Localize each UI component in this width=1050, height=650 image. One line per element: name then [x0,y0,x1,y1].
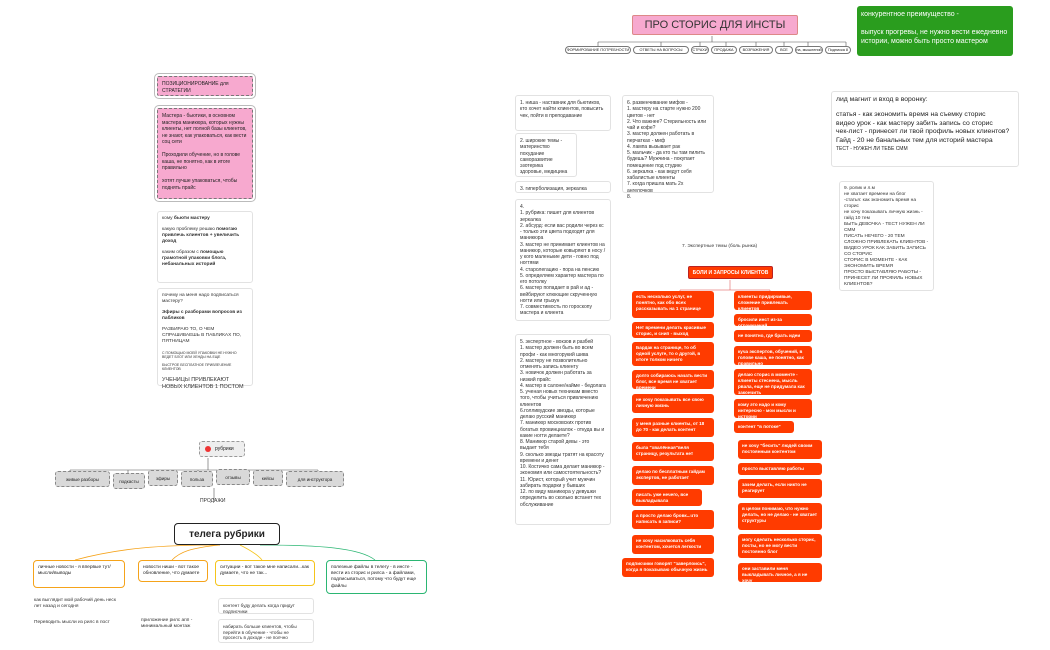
telega-col-niche[interactable]: новости ниши - вот такое обновление, что думаете [138,560,208,582]
note-myths[interactable]: 6. развенчивание мифов - 1. мастеру на старте нужно 200 цветов - нет 2. Что важнее? Стерильность или чай и кофе? 3. мастер должен работать в перчатках - миф 4. лампа вызывает рак 5. мальчик - да кто ты там пилить будешь? Мужчина - покупает помещение под студию 6. зеркалка - как ведут себя хабалистые клиенты 7. когда пришла мать 2х ангелочков 8. [622,95,714,193]
pain-right-item[interactable]: могу сделать несколько сторис, посты, но не могу вести постоянно блог [738,534,822,558]
pain-left-item[interactable]: Нет времени делать красивые сторис, и снип - выход [632,322,714,338]
tag-all[interactable]: ВСЕ [775,46,793,54]
pain-right-item[interactable]: они заставили меня выкладывать личное, а я не хочу [738,563,822,582]
note-expert[interactable]: 5. экспертное - вокзов и разбей 1. мастер должен быть во всем профи - как многорукий шива 2. мастеру не позволительно отменять запись клиенту 3. новичок должен работать за низкий прайс 4. мастер в салоне/найме - бедолага 5. ученая новых техникам вместо того, чтобы учиться привлечению клиентов 6.голливудские звезды, которые делаю русский маникюр 7. маникюр московских против богатых провинциалок - откуда вы и какие ногти делаете? 8. Маникюр старой девы - это выдает тебя 9. сколько звезды тратят на красоту времени и денег 10. Костичко сама делает маникюр - экономия или самостоятельность? 11. Юрист, который учит мужчин забирать подарки у бывших 12. по виду маникюра у девушки определить во сколько встанет тех обслуживание [515,334,611,525]
pain-left-item[interactable]: не хочу насилковать себя контентом, хочется легкости [632,535,714,554]
pain-left-item[interactable]: не хочу показывать все свою личную жизнь [632,394,714,413]
telega-title[interactable]: телега рубрики [174,523,280,545]
tag-sales[interactable]: ПРОДАЖА [711,46,737,54]
chip-live-reviews[interactable]: живые разборы [55,471,110,487]
audience-note[interactable]: кому бьюти мастеру какую проблему решаю помогаю привлечь клиентов + увеличить доход каким образом с помощью грамотной упаковки блога, небанальных историй [157,211,253,283]
sales-label: ПРОДАЖИ [200,498,226,504]
note-wide-topics[interactable]: 2. широкие темы - материнство похудание саморазвитие эзотерика здоровье, медицина [515,133,577,177]
expert-topics-label: 7. Экспертные темы (боль рынка) [682,244,758,249]
pains-title[interactable]: БОЛИ И ЗАПРОСЫ КЛИЕНТОВ [688,266,773,279]
right-list-note[interactable]: 9. ролик и л.м не хватает времени на блог -статья: как экономить время на сторис не хочу показывать личную жизнь - гайд 10 тем БЫТЬ ДЕВОЧКА - ТЕСТ НУЖЕН ЛИ СММ ПИСАТЬ НЕЧЕГО - 20 ТЕМ СЛОЖНО ПРИВЛЕКАТЬ КЛИЕНТОВ - ВИДЕО УРОК КАК ЗАБИТЬ ЗАПИСЬ СО СТОРИС СТОРИС В МОМЕНТЕ - КАК ЭКОНОМИТЬ ВРЕМЯ ПРОСТО ВЫСТАВЛЯЮ РАБОТЫ - ПРИНЕСЕТ ЛИ ПРОФИЛЬ НОВЫХ КЛИЕНТОВ? [839,181,934,291]
lead-magnet-note[interactable] [831,91,1019,167]
note-niche[interactable]: 1. ниша - наставник для бьютиков, кто хочет найти клиентов, повысить чек, пойти в преподавание [515,95,611,131]
lead-magnet-body: статья - как экономить время на съемку сторис видео урок - как мастеру забить запись со сторис чек-лист - принесет ли твой профиль новых клиентов? Гайд - 20 не банальных тем для историй мастера [836,110,1010,145]
pain-right-item[interactable]: бросили инст из-за ограничений [734,314,812,326]
tag-formation[interactable]: ФОРМИРОВАНИЕ ПОТРЕБНОСТИ [566,48,630,52]
chip-for-instructor[interactable]: для инструктора [286,471,344,487]
lead-magnet-small: ТЕСТ - НУЖЕН ЛИ ТЕБЕ СММ [836,146,908,153]
telega-item[interactable]: контент буду делать когда придут подписчики [218,598,314,614]
pain-right-item[interactable]: куча экспертов, обучений, в голове каша, не понятно, как правильно [734,346,812,365]
pain-left-item[interactable]: была "хвалённая"веля страницу, результата нет [632,442,714,461]
pain-left-item[interactable]: подписчики говорят "заверлоись", когда я показываю обычную жизнь [622,558,714,577]
pain-right-item[interactable]: просто выставляю работы [738,463,822,475]
chip-podcasts[interactable]: подкасты [113,473,145,489]
telega-item: Переводить мысли из рилс в пост [34,620,110,625]
telega-col-files[interactable]: полезные файлы в телегу - в инсте - вести из сторис и рилса - а файлами, подписываться, потому что будут еще файлы [326,560,427,594]
chip-reviews[interactable]: отзывы [216,469,250,485]
pain-left-item[interactable]: делаю по бесплатным гайдам экспертов, не работает [632,466,714,485]
rubrics-dot-icon [205,446,211,452]
pain-left-item[interactable]: долго собираюсь начать вести блог, все время не хватает времени [632,370,714,389]
pain-left-item[interactable]: а просто делаю бровк...что написать в записи? [632,510,714,529]
tag-objections[interactable]: ВОЗРАЖЕНИЯ [739,46,773,54]
pain-left-item[interactable]: писать уже нечего, все выкладывала [632,489,702,506]
pain-right-item[interactable]: в целом понимаю, что нужно делать, но не делаю - не хватает структуры [738,503,822,530]
pain-right-item[interactable]: контент "в потоке" [734,421,794,433]
pain-left-item[interactable]: Бардак на странице, то об одной услуге, то о другой, в итоге толком ничего [632,342,714,366]
pain-left-item[interactable]: есть несколько услуг, не понятно, как обо всех рассказывать на 1 странице [632,291,714,318]
telega-col-personal[interactable]: личные новости - я впервые тут/ мысли/выводы [33,560,125,588]
rubrics-node[interactable]: рубрики [199,441,245,457]
note-hyperbole[interactable]: 3. гиперболизация, зеркалка [515,181,611,193]
telega-col-situations[interactable]: ситуации - вот такое мне написали...как думаете, что не так... [215,560,315,586]
audience-pink-note[interactable]: Мастера - бьютики, в основном мастера маникюра, которых нужны клиенты, нет полной базы клиентов, не знают, как упаковаться, как вести соц сети Проходили обучение, но в голове каша, не понятно, как в итоге правильно хотят лучше упаковаться, чтобы поднять прайс [157,108,253,199]
tag-thinking[interactable]: на, мышлений [796,48,822,52]
pain-right-item[interactable]: кому это надо и кому интересно - мои мысли и истории [734,399,812,418]
positioning-note[interactable]: ПОЗИЦИОНИРОВАНИЕ для СТРАТЕГИИ [157,76,253,96]
telega-item: приложение рилс апп - минимальный монтаж [141,618,193,630]
central-title[interactable]: ПРО СТОРИС ДЛЯ ИНСТЫ [632,15,798,35]
pain-right-item[interactable]: делаю сторис в моменте - клиенты стеснена, мысль рвала, еще не придумала как закончить [734,369,812,395]
telega-item[interactable]: набирать больше клиентов, чтобы перейти в обучение - чтобы не просесть в доходе - не полчно [218,619,314,643]
chip-ethers[interactable]: эфиры [148,470,178,486]
pain-right-item[interactable]: не хочу "бесить" людей своим постоянным контентом [738,440,822,459]
pain-left-item[interactable]: у меня разные клиенты, от 18 до 70 - как делать контент [632,418,714,437]
tag-subscription[interactable]: Подписка 8 [825,46,851,54]
note-rubric-absurd[interactable]: 4. 1. рубрика: пишет для клиентов зеркалка 2. абсурд: если вас родили через кс - только эти цвета подходят для маникюра 3. мастер не принимает клиентов на маникюр, которые ковыряют в носу / у кого маленькие дети - говно под ногтями 4. старолегацию - пора на пенсию 5. определяем характер мастера по его потолку 6. мастер попадает в рай и ад - вейбируют клюющие скрученную ногти или грызун 7. совместимость по гороскопу мастера и клиента [515,199,611,321]
chip-usefulness[interactable]: польза [181,471,213,487]
green-note[interactable]: конкурентное преимущество - выпуск прогревы, не нужно вести ежедневно истории, можно быть просто мастером [857,6,1013,56]
tag-fears[interactable]: СТРАХИ [692,48,708,52]
lead-magnet-title: лид магнит и вход в воронку: [836,96,928,103]
telega-item: как выглядит мой рабочий день неск лет назад и сегодня [34,598,116,610]
pain-right-item[interactable]: зачем делать, если никто не реагирует [738,479,822,498]
pain-right-item[interactable]: клиенты придирчивые, сложение привлекать клиентов [734,291,812,310]
chip-cases[interactable]: кейсы [253,470,283,486]
tag-answers[interactable]: ОТВЕТЫ НА ВОПРОСЫ [633,46,689,54]
pain-right-item[interactable]: не понятно, где брать идеи [734,330,812,342]
ether-note[interactable]: почему на меня надо подписаться мастеру? Эфиры с разборами вопросов из пабликов РАЗБИРАЮ ТО, О ЧЕМ СПРАШИВАЕШЬ В ПАБЛИКАХ ПО, ПЯТНИЦАМ С ПОМОЩЬЮ МОЕЙ УПАКОВКИ НЕ НУЖНО ВЕДЕТ БЛОГ ИЛИ ХЕНДЫ НА ЕЩЕ БЫСТРОЕ БЕСПЛАТНОЕ ПРИВЛЕЧЕНИЕ КЛИЕНТОВ УЧЕНИЦЫ ПРИВЛЕКАЮТ НОВЫХ КЛИЕНТОВ 1 ПОСТОМ [157,288,253,386]
